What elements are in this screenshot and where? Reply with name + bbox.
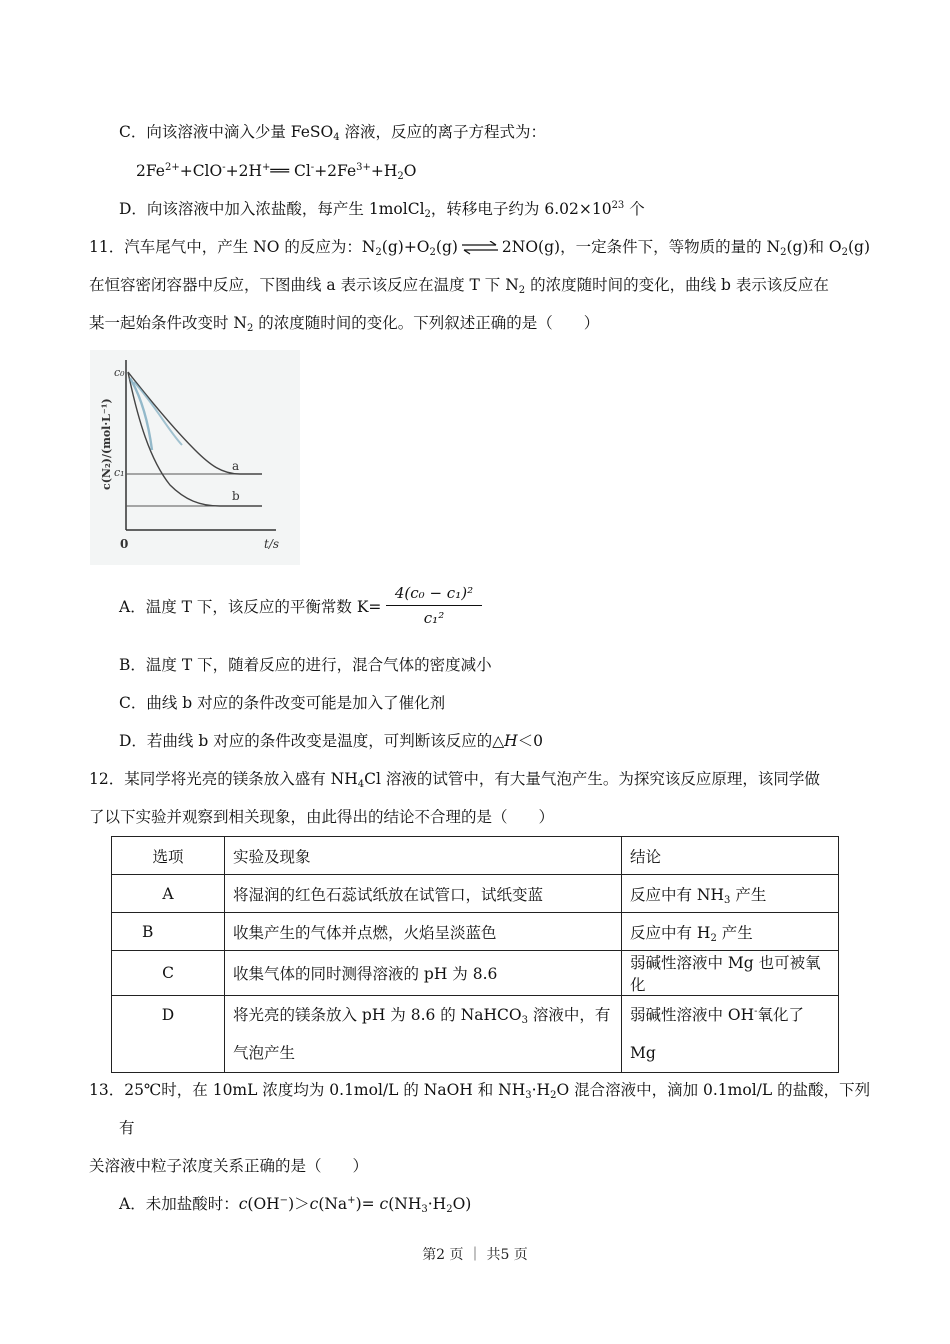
fraction-denominator: c₁² <box>423 609 445 627</box>
q10-option-d-text: D．向该溶液中加入浓盐酸，每产生 1molCl <box>119 200 425 218</box>
experiment-text: 溶液中，有 <box>528 1006 611 1024</box>
c1-label: c₁ <box>114 466 125 479</box>
q10-equation <box>136 160 416 182</box>
q10-option-c <box>119 121 546 143</box>
curve-b-label: b <box>232 489 240 503</box>
table-row <box>112 875 839 913</box>
q13-text: 13．25℃时，在 10mL 浓度均为 0.1mol/L 的 NaOH 和 NH <box>89 1081 526 1099</box>
q11-text: (g) <box>435 238 458 256</box>
q11-text: (g)+O <box>381 238 430 256</box>
q11-text: 的浓度随时间的变化。下列叙述正确的是（ ） <box>253 314 600 332</box>
table-header-row <box>112 837 839 875</box>
row-conclusion <box>622 875 839 913</box>
eq-arrow: ══ <box>270 162 290 180</box>
q12-stem-line2: 了以下实验并观察到相关现象，由此得出的结论不合理的是（ ） <box>89 808 555 826</box>
conclusion-text: 产生 <box>716 923 753 942</box>
row-experiment: 将湿润的红色石蕊试纸放在试管口，试纸变蓝 <box>225 875 622 913</box>
q13-text: )= <box>355 1195 380 1213</box>
q13-var: c <box>238 1195 248 1213</box>
eq-sup: 2+ <box>164 162 180 173</box>
q11-text: 11．汽车尾气中，产生 NO 的反应为：N <box>89 238 376 256</box>
row-option: C <box>112 951 225 996</box>
q11-option-c: C．曲线 b 对应的条件改变可能是加入了催化剂 <box>119 694 446 712</box>
row-experiment: 收集产生的气体并点燃，火焰呈淡蓝色 <box>225 913 622 951</box>
q12-text: Cl 溶液的试管中，有大量气泡产生。为探究该反应原理，该同学做 <box>364 770 820 788</box>
row-conclusion <box>622 913 839 951</box>
q10-option-c-text2: 溶液，反应的离子方程式为： <box>339 123 547 141</box>
conclusion-text: 反应中有 H <box>630 923 711 942</box>
q12-table <box>111 836 839 1073</box>
q11-text: 某一起始条件改变时 N <box>89 314 247 332</box>
q10-option-d <box>119 198 645 220</box>
experiment-text: 将光亮的镁条放入 pH 为 8.6 的 NaHCO <box>233 1006 522 1024</box>
q13-text: O) <box>452 1195 472 1213</box>
page-footer: 第2 页 ｜ 共5 页 <box>422 1247 528 1263</box>
q13-text: )＞ <box>288 1195 310 1213</box>
q13-stem-line3: 关溶液中粒子浓度关系正确的是（ ） <box>89 1157 369 1175</box>
q11-sub: 2 <box>518 285 526 296</box>
x-axis-label: t/s <box>264 537 280 551</box>
header-conclusion: 结论 <box>622 837 839 875</box>
q11-stem-line1 <box>89 236 870 258</box>
q13-sub: 3 <box>421 1204 428 1215</box>
q11-option-d-h: H <box>504 732 518 750</box>
table-row <box>112 951 839 996</box>
fraction-numerator: 4(c₀ − c₁)² <box>394 584 474 602</box>
q10-option-c-text: C．向该溶液中滴入少量 FeSO <box>119 123 334 141</box>
row-option: D <box>112 996 225 1073</box>
conclusion-text: 氧化了 Mg <box>630 1006 805 1062</box>
q11-option-b: B．温度 T 下，随着反应的进行，混合气体的密度减小 <box>119 656 492 674</box>
q11-text: 的浓度随时间的变化，曲线 b 表示该反应在 <box>525 276 829 294</box>
q11-sub: 2 <box>375 247 382 258</box>
q10-option-d-text3: 个 <box>624 200 645 218</box>
row-option: A <box>112 875 225 913</box>
equilibrium-arrow-icon <box>460 241 500 255</box>
q13-text: ·H <box>427 1195 447 1213</box>
row-conclusion: 弱碱性溶液中 Mg 也可被氧化 <box>622 951 839 996</box>
q13-text: O 混合溶液中，滴加 0.1mol/L 的盐酸，下列 <box>556 1081 871 1099</box>
q11-option-a-text: A．温度 T 下，该反应的平衡常数 K= <box>119 598 382 616</box>
q11-sub: 2 <box>841 247 848 258</box>
q13-var: c <box>309 1195 319 1213</box>
q13-text: A．未加盐酸时： <box>119 1195 239 1213</box>
table-row <box>112 996 839 1073</box>
q11-option-a <box>119 596 381 618</box>
table-row <box>112 913 839 951</box>
eq-sup: 3+ <box>356 162 371 173</box>
fraction-bar <box>386 605 482 606</box>
conclusion-sup: - <box>754 1006 758 1017</box>
c0-label: c₀ <box>114 366 125 379</box>
header-option: 选项 <box>112 837 225 875</box>
q13-var: c <box>379 1195 389 1213</box>
conclusion-sub: 2 <box>710 932 717 944</box>
q11-text: 在恒容密闭容器中反应，下图曲线 a 表示该反应在温度 T 下 N <box>89 276 519 294</box>
row-experiment: 收集气体的同时测得溶液的 pH 为 8.6 <box>225 951 622 996</box>
q13-text: ·H <box>531 1081 551 1099</box>
q11-option-d <box>119 730 543 752</box>
q13-stem-line1 <box>89 1079 870 1101</box>
q10-option-d-text2: ，转移电子约为 6.02×10 <box>430 200 612 218</box>
q12-text: 12．某同学将光亮的镁条放入盛有 NH <box>89 770 358 788</box>
conclusion-sub: 3 <box>724 894 731 906</box>
q13-sup: − <box>279 1195 289 1206</box>
k-fraction <box>386 582 482 629</box>
experiment-text: 气泡产生 <box>233 1044 296 1062</box>
origin-label: 0 <box>120 537 129 551</box>
q10-sub: 4 <box>333 132 340 143</box>
q11-sub: 2 <box>780 247 787 258</box>
q11-text: (g)和 O <box>786 238 842 256</box>
concentration-time-graph <box>90 350 300 565</box>
q11-text: (g) <box>847 238 870 256</box>
q11-text: 2NO(g)，一定条件下，等物质的量的 N <box>501 238 781 256</box>
q11-option-d-text2: ＜0 <box>517 732 544 750</box>
eq-part: O <box>403 162 417 180</box>
q11-stem-line3 <box>89 312 599 334</box>
conclusion-text: 产生 <box>730 885 767 904</box>
q13-sub: 2 <box>550 1090 557 1101</box>
q12-stem-line1 <box>89 768 820 790</box>
q11-stem-line2 <box>89 274 829 296</box>
q11-sub: 2 <box>429 247 436 258</box>
eq-part: 2Fe <box>136 162 165 180</box>
conclusion-text: 弱碱性溶液中 OH <box>630 1006 755 1024</box>
eq-sup: - <box>222 162 226 173</box>
q10-sub: 2 <box>424 209 431 220</box>
q12-sub: 4 <box>357 779 365 790</box>
eq-part: +2Fe <box>314 162 357 180</box>
q13-sup: + <box>347 1195 356 1206</box>
eq-part: Cl <box>289 162 311 180</box>
eq-sup: - <box>310 162 315 173</box>
eq-part: +ClO <box>179 162 223 180</box>
y-axis-label: c(N₂)/(mol·L⁻¹) <box>100 398 113 490</box>
q13-text: (NH <box>388 1195 422 1213</box>
q13-sub: 3 <box>525 1090 532 1101</box>
q13-text: (Na <box>318 1195 348 1213</box>
eq-sup: + <box>261 162 271 173</box>
eq-part: +H <box>370 162 398 180</box>
header-experiment: 实验及现象 <box>225 837 622 875</box>
q11-sub: 2 <box>247 323 254 334</box>
row-option: B <box>112 913 225 951</box>
q13-stem-line2: 有 <box>119 1119 135 1137</box>
q10-sup: 23 <box>611 200 625 211</box>
q13-sub: 2 <box>446 1204 453 1215</box>
eq-sub: 2 <box>397 171 404 182</box>
q13-option-a <box>119 1193 471 1215</box>
q13-text: (OH <box>247 1195 280 1213</box>
q11-option-d-text: D．若曲线 b 对应的条件改变是温度，可判断该反应的△ <box>119 732 505 750</box>
experiment-sub: 3 <box>521 1015 528 1026</box>
row-conclusion <box>622 996 839 1073</box>
conclusion-text: 反应中有 NH <box>630 885 725 904</box>
curve-a-label: a <box>232 459 240 473</box>
row-experiment <box>225 996 622 1073</box>
eq-part: +2H <box>225 162 262 180</box>
